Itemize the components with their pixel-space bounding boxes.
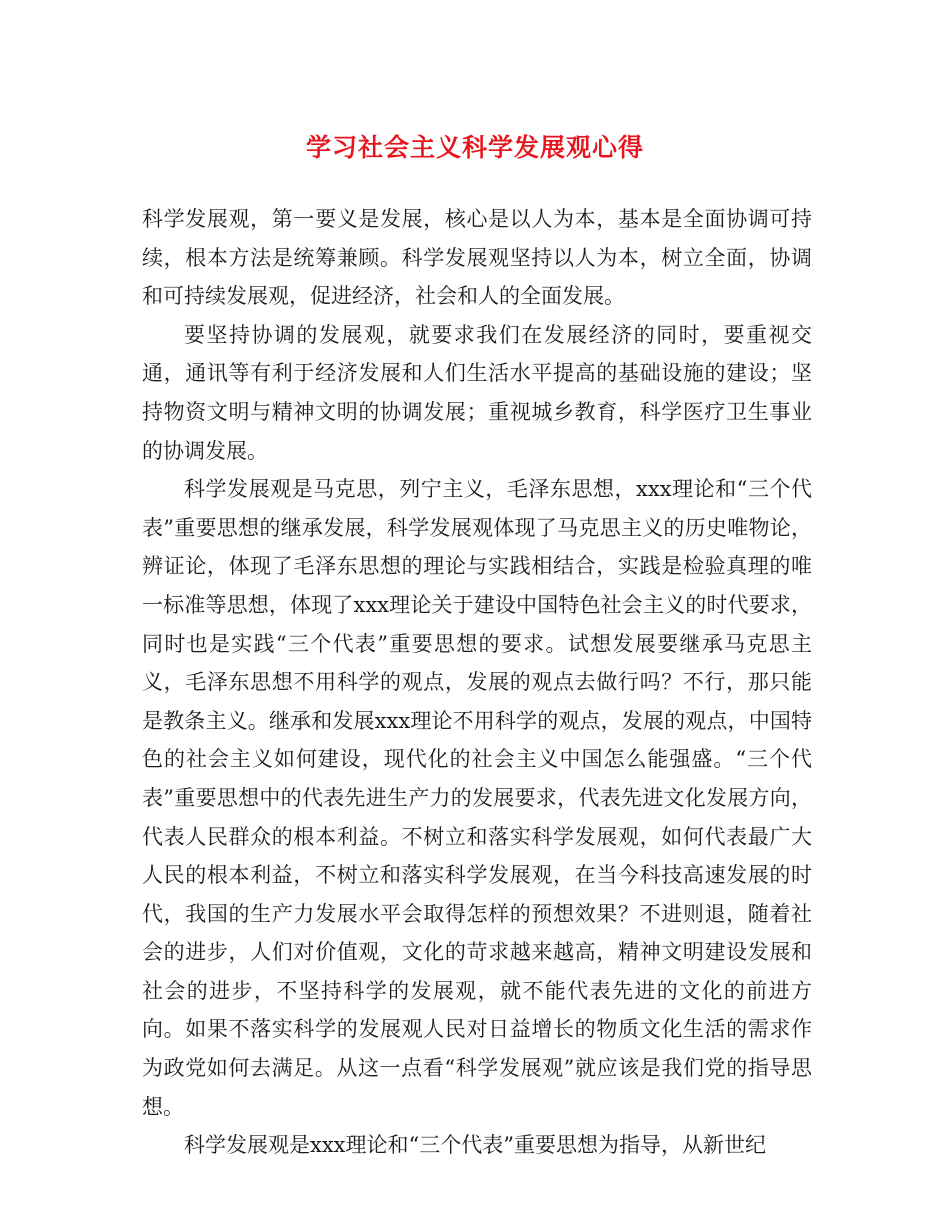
document-title: 学习社会主义科学发展观心得 <box>305 133 644 162</box>
paragraph-1: 科学发展观，第一要义是发展，核心是以人为本，基本是全面协调可持续，根本方法是统筹兼顾。科学发展观坚持以人为本，树立全面，协调和可持续发展观，促进经济，社会和人的全面发展。 <box>142 207 812 309</box>
paragraph-2: 要坚持协调的发展观，就要求我们在发展经济的同时，要重视交通，通讯等有利于经济发展和人们生活水平提高的基础设施的建设；坚持物资文明与精神文明的协调发展；重视城乡教育，科学医疗卫生事业的协调发展。 <box>142 322 812 463</box>
paragraph-4: 科学发展观是xxx理论和“三个代表”重要思想为指导，从新世纪 <box>184 1133 766 1158</box>
paragraph-3: 科学发展观是马克思，列宁主义，毛泽东思想，xxx理论和“三个代表”重要思想的继承发展，科学发展观体现了马克思主义的历史唯物论，辨证论，体现了毛泽东思想的理论与实践相结合，实践是检验真理的唯一标准等思想，体现了xxx理论关于建设中国特色社会主义的时代要求，同时也是实践“三个代表”重要思想的要求。试想发展要继承马克思主义，毛泽东思想不用科学的观点，发展的观点去做行吗？不行，那只能是教条主义。继承和发展xxx理论不用科学的观点，发展的观点，中国特色的社会主义如何建设，现代化的社会主义中国怎么能强盛。“三个代表”重要思想中的代表先进生产力的发展要求，代表先进文化发展方向，代表人民群众的根本利益。不树立和落实科学发展观，如何代表最广大人民的根本利益，不树立和落实科学发展观，在当今科技高速发展的时代，我国的生产力发展水平会取得怎样的预想效果？不进则退，随着社会的进步，人们对价值观，文化的苛求越来越高，精神文明建设发展和社会的进步，不坚持科学的发展观，就不能代表先进的文化的前进方向。如果不落实科学的发展观人民对日益增长的物质文化生活的需求作为政党如何去满足。从这一点看“科学发展观”就应该是我们党的指导思想。 <box>142 477 812 1119</box>
document-body <box>142 200 812 1165</box>
